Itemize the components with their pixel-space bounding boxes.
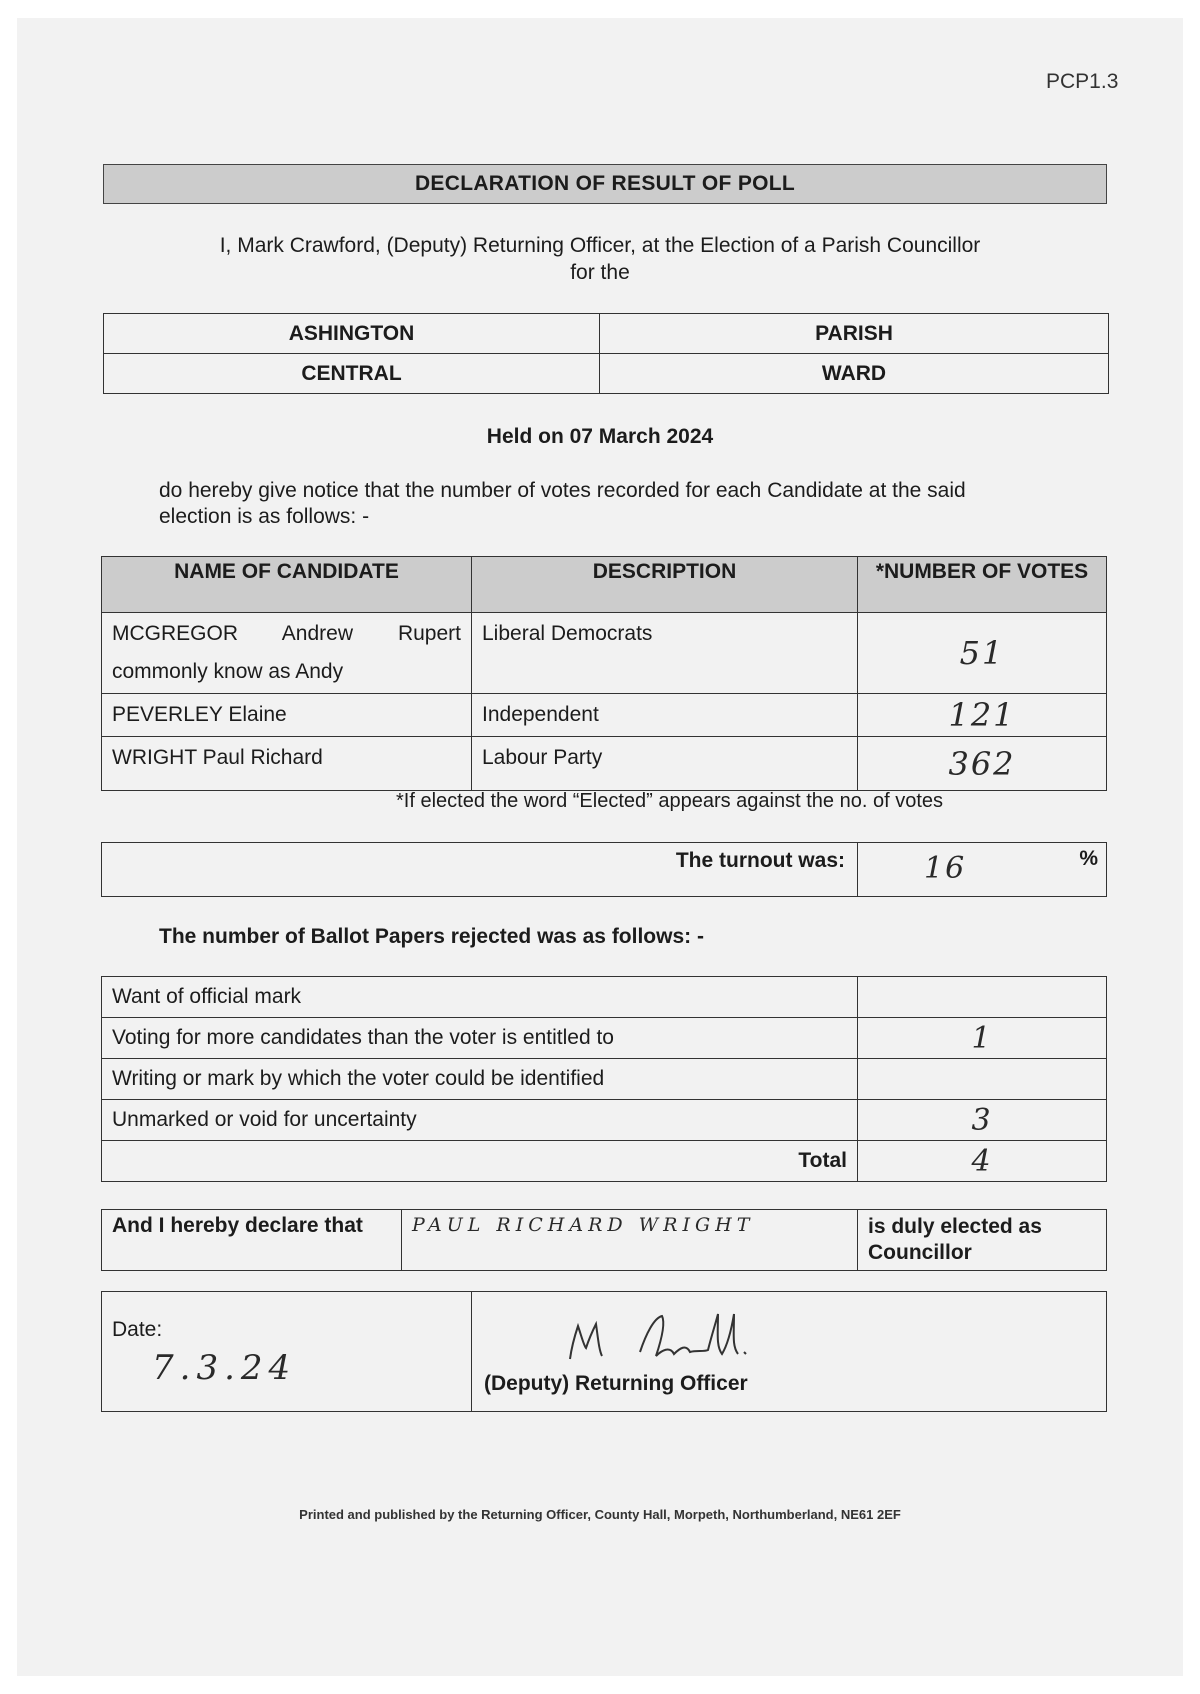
header-votes — [858, 557, 1107, 613]
ward-label: WARD — [600, 354, 1109, 394]
signing-table — [101, 1291, 1107, 1412]
document-title — [103, 164, 1107, 204]
turnout-label: The turnout was: — [102, 843, 858, 897]
elected-candidate-name: PAUL RICHARD WRIGHT — [402, 1210, 858, 1271]
candidate-votes: 51 — [858, 613, 1107, 694]
area-row-ward — [104, 354, 1109, 394]
header-name: NAME OF CANDIDATE — [102, 557, 472, 613]
candidate-description: Independent — [472, 694, 858, 737]
turnout-value: 16 — [924, 851, 967, 886]
rejected-count: 3 — [858, 1100, 1107, 1141]
rejected-reason: Writing or mark by which the voter could be identified — [102, 1059, 858, 1100]
date-cell — [102, 1292, 472, 1412]
candidate-row — [102, 737, 1107, 791]
rejected-reason: Want of official mark — [102, 977, 858, 1018]
candidate-name: PEVERLEY Elaine — [102, 694, 472, 737]
rejected-row — [102, 1059, 1107, 1100]
held-on-date: Held on 07 March 2024 — [486, 425, 714, 448]
parish-name: ASHINGTON — [104, 314, 600, 354]
document-code: PCP1.3 — [1046, 70, 1119, 93]
header-votes-text: *NUMBER OF VOTES — [875, 560, 1089, 583]
turnout-unit: % — [1079, 847, 1098, 870]
area-row-parish — [104, 314, 1109, 354]
officer-signature — [562, 1304, 862, 1374]
notice-text: do hereby give notice that the number of votes recorded for each Candidate at the said election is as follows: - — [159, 479, 966, 528]
signing-row — [102, 1292, 1107, 1412]
candidate-description: Labour Party — [472, 737, 858, 791]
candidate-name: WRIGHT Paul Richard — [102, 737, 472, 791]
header-description: DESCRIPTION — [472, 557, 858, 613]
turnout-row — [102, 843, 1107, 897]
declaration-suffix: is duly elected as Councillor — [858, 1210, 1107, 1271]
rejected-total-label: Total — [102, 1141, 858, 1182]
candidate-name: MCGREGOR Andrew Rupert commonly know as Andy — [102, 613, 472, 694]
turnout-value-cell — [858, 843, 1107, 897]
candidates-header-row — [102, 557, 1107, 613]
rejected-reason: Voting for more candidates than the voter is entitled to — [102, 1018, 858, 1059]
rejected-row — [102, 977, 1107, 1018]
rejected-table — [101, 976, 1107, 1182]
rejected-count — [858, 977, 1107, 1018]
rejected-count — [858, 1059, 1107, 1100]
candidate-votes: 362 — [858, 737, 1107, 791]
rejected-reason: Unmarked or void for uncertainty — [102, 1100, 858, 1141]
document-title-text: DECLARATION OF RESULT OF POLL — [414, 172, 796, 195]
rejected-row — [102, 1018, 1107, 1059]
turnout-table — [101, 842, 1107, 897]
imprint-footer: Printed and published by the Returning Officer, County Hall, Morpeth, Northumberland, NE61 2EF — [299, 1507, 901, 1522]
declaration-row — [102, 1210, 1107, 1271]
rejected-heading: The number of Ballot Papers rejected was as follows: - — [159, 925, 704, 948]
candidate-row — [102, 694, 1107, 737]
parish-label: PARISH — [600, 314, 1109, 354]
declaration-table — [101, 1209, 1107, 1271]
officer-label: (Deputy) Returning Officer — [484, 1372, 748, 1395]
ward-name: CENTRAL — [104, 354, 600, 394]
date-label: Date: — [112, 1318, 163, 1341]
rejected-row — [102, 1100, 1107, 1141]
rejected-total-row — [102, 1141, 1107, 1182]
intro-line-2: for the — [570, 261, 630, 284]
candidate-description: Liberal Democrats — [472, 613, 858, 694]
date-value: 7.3.24 — [152, 1348, 297, 1388]
candidate-votes: 121 — [858, 694, 1107, 737]
intro-statement — [100, 232, 1100, 286]
candidate-row — [102, 613, 1107, 694]
elected-footnote: *If elected the word “Elected” appears against the no. of votes — [396, 790, 943, 812]
officer-cell — [472, 1292, 1107, 1412]
area-table — [103, 313, 1109, 394]
rejected-count: 1 — [858, 1018, 1107, 1059]
candidates-table — [101, 556, 1107, 791]
declaration-prefix: And I hereby declare that — [102, 1210, 402, 1271]
intro-line-1: I, Mark Crawford, (Deputy) Returning Officer, at the Election of a Parish Councillor — [219, 234, 981, 257]
rejected-total-value: 4 — [858, 1141, 1107, 1182]
